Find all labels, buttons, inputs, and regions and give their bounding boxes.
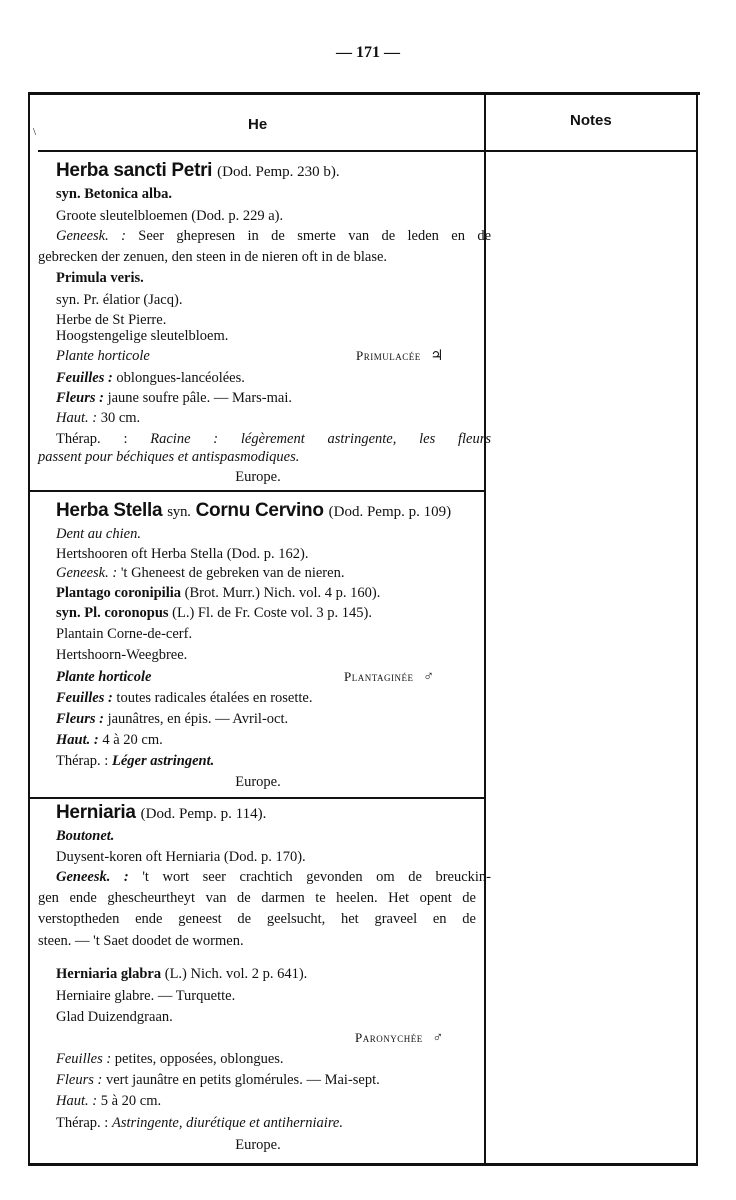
dutch-name-line: Hoogstengelige sleutelbloem. <box>56 328 229 344</box>
entry-divider-2 <box>30 797 484 799</box>
margin-mark: \ <box>33 126 37 138</box>
column-divider <box>484 92 486 1165</box>
geneesk-continuation: steen. — 't Saet doodet de wormen. <box>38 933 244 949</box>
therapeutic-text: Racine : légèrement astringente, les fleurs <box>150 431 492 447</box>
table-right-border <box>696 92 698 1165</box>
therapeutic-text: Astringente, diurétique et antiherniaire. <box>111 1115 343 1131</box>
synonym-word: syn. <box>167 504 191 520</box>
common-name-line: Boutonet. <box>56 828 115 844</box>
entry-reference: (Dod. Pemp. p. 109) <box>328 504 452 520</box>
therapeutic-text: Léger astringent. <box>111 753 215 769</box>
entry-title-text: Herniaria <box>56 802 136 823</box>
height-text: 5 à 20 cm. <box>100 1093 162 1109</box>
geneesk-text: Seer ghepresen in de smerte van de leden en de <box>138 228 492 244</box>
geneesk-line <box>56 228 491 245</box>
dutch-name-line: Duysent-koren oft Herniaria (Dod. p. 170). <box>56 849 306 865</box>
height-label: Haut. : <box>56 732 99 748</box>
leaves-label: Feuilles : <box>56 690 113 706</box>
therapeutic-label: Thérap. : <box>56 431 128 447</box>
dutch-name-line: Groote sleutelbloemen (Dod. p. 229 a). <box>56 208 284 224</box>
geneesk-label: Geneesk. : <box>56 228 126 244</box>
entry-reference: (Dod. Pemp. p. 114). <box>140 806 267 822</box>
geneesk-continuation: gebrecken der zenuen, den steen in de nieren oft in de blase. <box>38 249 388 265</box>
synonym-reference: (L.) Fl. de Fr. Coste vol. 3 p. 145). <box>172 605 372 621</box>
entry-title-text: Herba Stella <box>56 500 163 521</box>
therapeutic-line <box>56 1115 343 1132</box>
male-symbol-icon: ♂ <box>432 1030 444 1046</box>
table-top-rule <box>28 92 700 95</box>
therapeutic-line <box>56 431 491 448</box>
plant-type: Plante horticole <box>56 348 150 364</box>
geneesk-label: Geneesk. : <box>56 869 129 885</box>
leaves-text: toutes radicales étalées en rosette. <box>116 690 313 706</box>
height-line <box>56 410 140 427</box>
table-left-border <box>28 92 30 1165</box>
flowers-text: jaune soufre pâle. — Mars-mai. <box>107 390 292 406</box>
header-rule <box>38 150 698 152</box>
dutch-name-line: Hertshoorn-Weegbree. <box>56 647 188 663</box>
french-name-line: Plantain Corne-de-cerf. <box>56 626 193 642</box>
synonym-line: syn. Pr. élatior (Jacq). <box>56 292 183 308</box>
flowers-line <box>56 1072 380 1089</box>
species-line <box>56 966 307 983</box>
french-name-line: Herniaire glabre. — Turquette. <box>56 988 236 1004</box>
height-text: 4 à 20 cm. <box>102 732 163 748</box>
therapeutic-line <box>56 753 214 770</box>
species-name: Plantago coronipilia <box>56 585 182 601</box>
therapeutic-label: Thérap. : <box>56 753 109 769</box>
plant-type: Plante horticole <box>56 669 152 685</box>
family-label <box>344 669 434 686</box>
family-label <box>356 348 443 365</box>
entry-title <box>56 802 266 824</box>
geneesk-text: 't Gheneest de gebreken van de nieren. <box>120 565 345 581</box>
geneesk-continuation: gen ende ghescheurtheyt van de darmen te heelen. Het opent de <box>38 890 476 906</box>
geneesk-line <box>56 869 491 886</box>
synonym-line <box>56 605 372 622</box>
entry-title <box>56 160 340 182</box>
region: Europe. <box>235 774 281 790</box>
height-label: Haut. : <box>56 410 98 426</box>
dutch-name-line: Glad Duizendgraan. <box>56 1009 173 1025</box>
region: Europe. <box>235 1137 281 1153</box>
dutch-name-line: Hertshooren oft Herba Stella (Dod. p. 162). <box>56 546 309 562</box>
synonym-name: syn. Pl. coronopus <box>56 605 169 621</box>
species-name: Herniaria glabra <box>56 966 162 982</box>
entry-divider-1 <box>30 490 484 492</box>
species-line: Primula veris. <box>56 270 144 286</box>
flowers-label: Fleurs : <box>56 711 104 727</box>
leaves-text: oblongues-lancéolées. <box>116 370 245 386</box>
entry-reference: (Dod. Pemp. 230 b). <box>217 164 340 180</box>
leaves-line <box>56 370 245 387</box>
flowers-line <box>56 390 292 407</box>
perennial-symbol-icon: ♃ <box>430 348 444 364</box>
entry-title-synonym: Cornu Cervino <box>195 500 324 521</box>
height-line <box>56 732 163 749</box>
species-reference: (L.) Nich. vol. 2 p. 641). <box>164 966 308 982</box>
male-symbol-icon: ♂ <box>423 669 434 685</box>
region: Europe. <box>235 469 281 485</box>
synonym-line: syn. Betonica alba. <box>56 186 173 202</box>
flowers-text: jaunâtres, en épis. — Avril-oct. <box>107 711 289 727</box>
family-name: Paronychée <box>355 1030 423 1045</box>
leaves-line <box>56 1051 284 1068</box>
common-name-line: Dent au chien. <box>56 526 141 542</box>
geneesk-label: Geneesk. : <box>56 565 118 581</box>
geneesk-text: 't wort seer crachtich gevonden om de breuckin- <box>142 869 491 885</box>
family-label <box>355 1030 443 1047</box>
column-header-notes: Notes <box>570 112 612 129</box>
geneesk-continuation: verstoptheden ende geneest de geelsucht, het graveel en de <box>38 911 476 927</box>
french-name-line: Herbe de St Pierre. <box>56 312 167 328</box>
species-reference: (Brot. Murr.) Nich. vol. 4 p. 160). <box>184 585 381 601</box>
height-line <box>56 1093 161 1110</box>
leaves-label: Feuilles : <box>56 1051 112 1067</box>
flowers-line <box>56 711 288 728</box>
geneesk-line <box>56 565 344 582</box>
flowers-text: vert jaunâtre en petits glomérules. — Mai-sept. <box>105 1072 380 1088</box>
species-line <box>56 585 380 602</box>
therapeutic-label: Thérap. : <box>56 1115 109 1131</box>
flowers-label: Fleurs : <box>56 390 104 406</box>
leaves-line <box>56 690 312 707</box>
family-name: Primulacée <box>356 348 421 363</box>
page-number: — 171 — <box>336 44 400 61</box>
table-bottom-rule <box>28 1163 698 1166</box>
height-label: Haut. : <box>56 1093 98 1109</box>
leaves-text: petites, opposées, oblongues. <box>114 1051 284 1067</box>
family-name: Plantaginée <box>344 669 414 684</box>
therapeutic-continuation: passent pour béchiques et antispasmodiques. <box>38 449 300 465</box>
entry-title <box>56 500 451 522</box>
leaves-label: Feuilles : <box>56 370 113 386</box>
column-header-he: He <box>248 116 268 133</box>
entry-title-text: Herba sancti Petri <box>56 160 213 181</box>
flowers-label: Fleurs : <box>56 1072 103 1088</box>
height-text: 30 cm. <box>100 410 141 426</box>
